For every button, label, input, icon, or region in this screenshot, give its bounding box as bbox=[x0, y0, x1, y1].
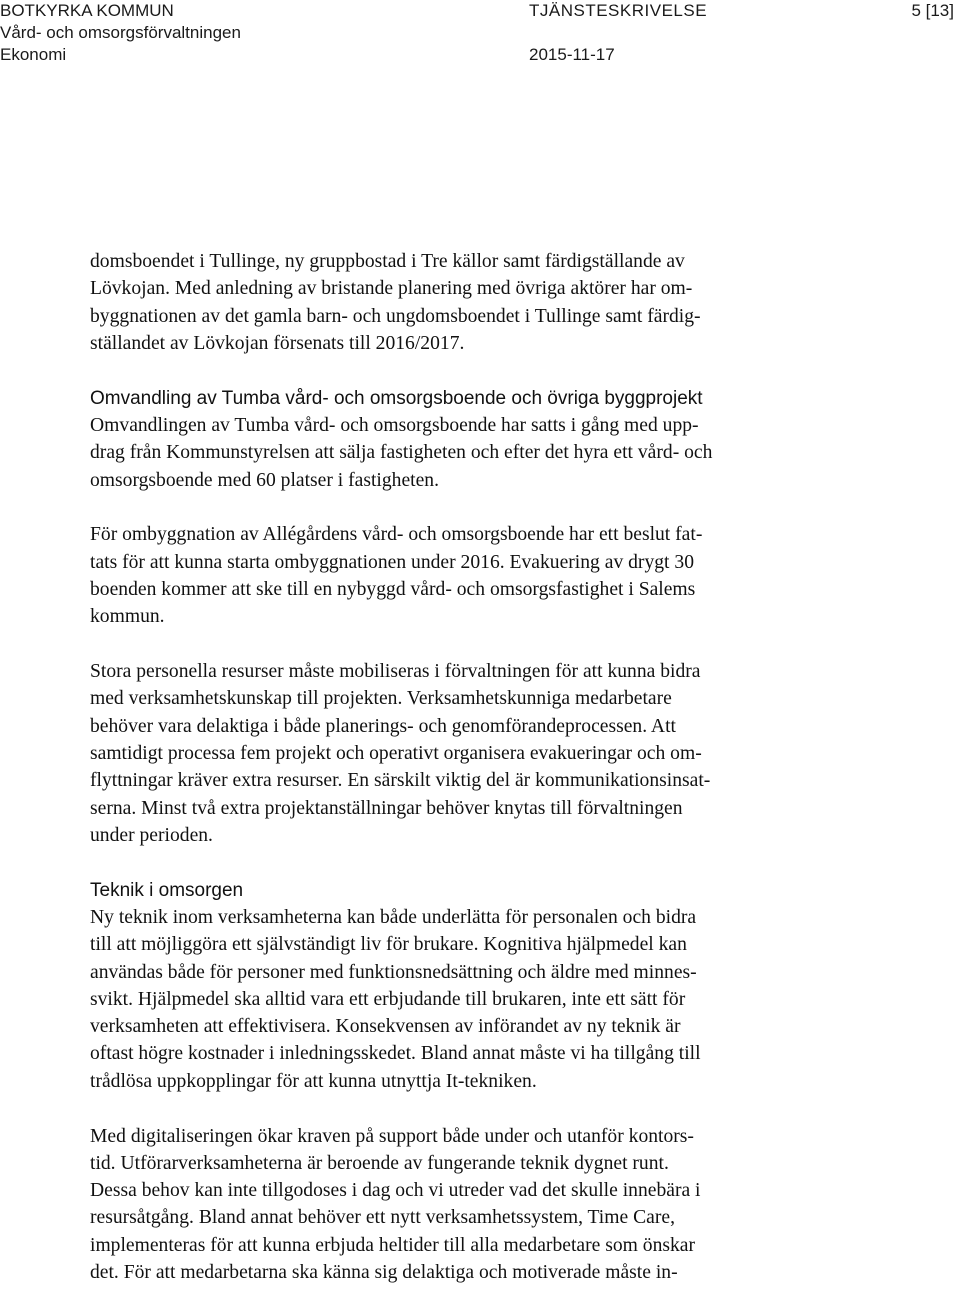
text-line: Omvandlingen av Tumba vård- och omsorgsboende har satts i gång med upp- bbox=[90, 414, 699, 436]
org-name: BOTKYRKA KOMMUN bbox=[0, 1, 174, 20]
text-line: kommun. bbox=[90, 606, 165, 628]
document-date: 2015-11-17 bbox=[529, 45, 615, 64]
text-line: samtidigt processa fem projekt och operativt organisera evakueringar och om- bbox=[90, 742, 702, 764]
text-line: tid. Utförarverksamheterna är beroende av fungerande teknik dygnet runt. bbox=[90, 1152, 669, 1174]
section-heading: Omvandling av Tumba vård- och omsorgsboende och övriga byggprojekt bbox=[90, 387, 703, 409]
document-type: TJÄNSTESKRIVELSE bbox=[529, 1, 708, 20]
text-line: Stora personella resurser måste mobiliseras i förvaltningen för att kunna bidra bbox=[90, 661, 701, 683]
text-line: serna. Minst två extra projektanställningar behöver knytas till förvaltningen bbox=[90, 797, 683, 819]
department-name: Vård- och omsorgsförvaltningen bbox=[0, 23, 241, 42]
section-gap bbox=[90, 357, 880, 385]
paragraph bbox=[90, 521, 880, 630]
paragraph bbox=[90, 1123, 880, 1287]
page-number: 5 [13] bbox=[911, 1, 954, 20]
paragraph-gap bbox=[90, 494, 880, 522]
paragraph bbox=[90, 658, 880, 849]
text-line: byggnationen av det gamla barn- och ungdomsboendet i Tullinge samt färdig- bbox=[90, 305, 701, 327]
section-gap bbox=[90, 849, 880, 877]
text-line: användas både för personer med funktionsnedsättning och äldre med minnes- bbox=[90, 961, 697, 983]
text-line: till att möjliggöra ett självständigt liv för brukare. Kognitiva hjälpmedel kan bbox=[90, 934, 687, 956]
text-line: ställandet av Lövkojan försenats till 2016/2017. bbox=[90, 332, 465, 354]
text-line: trådlösa uppkopplingar för att kunna utnyttja It-tekniken. bbox=[90, 1070, 537, 1092]
paragraph bbox=[90, 904, 880, 1095]
text-line: flyttningar kräver extra resurser. En särskilt viktig del är kommunikationsinsat- bbox=[90, 770, 711, 792]
text-line: behöver vara delaktiga i både planerings- och genomförandeprocessen. Att bbox=[90, 715, 676, 737]
text-line: under perioden. bbox=[90, 824, 213, 846]
text-line: drag från Kommunstyrelsen att sälja fastigheten och efter det hyra ett vård- och bbox=[90, 442, 713, 464]
text-line: resursåtgång. Bland annat behöver ett nytt verksamhetssystem, Time Care, bbox=[90, 1207, 675, 1229]
text-line: boenden kommer att ske till en nybyggd vård- och omsorgsfastighet i Salems bbox=[90, 578, 696, 600]
text-line: med verksamhetskunskap till projekten. Verksamhetskunniga medarbetare bbox=[90, 688, 672, 710]
text-line: svikt. Hjälpmedel ska alltid vara ett erbjudande till brukaren, inte ett sätt för bbox=[90, 988, 686, 1010]
text-line: tats för att kunna starta ombyggnationen under 2016. Evakuering av drygt 30 bbox=[90, 551, 694, 573]
paragraph-gap bbox=[90, 1095, 880, 1123]
paragraph-gap bbox=[90, 631, 880, 659]
paragraph bbox=[90, 412, 880, 494]
unit-name: Ekonomi bbox=[0, 45, 67, 64]
text-line: Ny teknik inom verksamheterna kan både underlätta för personalen och bidra bbox=[90, 906, 697, 928]
text-line: oftast högre kostnader i inledningsskedet. Bland annat måste vi ha tillgång till bbox=[90, 1043, 701, 1065]
section-heading: Teknik i omsorgen bbox=[90, 879, 244, 901]
text-line: det. För att medarbetarna ska känna sig delaktiga och motiverade måste in- bbox=[90, 1262, 678, 1283]
text-line: Lövkojan. Med anledning av bristande planering med övriga aktörer har om- bbox=[90, 278, 693, 300]
document-body bbox=[90, 248, 880, 1286]
text-line: verksamheten att effektivisera. Konsekvensen av införandet av ny teknik är bbox=[90, 1016, 681, 1038]
paragraph bbox=[90, 248, 880, 357]
text-line: domsboendet i Tullinge, ny gruppbostad i Tre källor samt färdigställande av bbox=[90, 251, 685, 272]
text-line: Dessa behov kan inte tillgodoses i dag och vi utreder vad det skulle innebära i bbox=[90, 1180, 701, 1202]
text-line: För ombyggnation av Allégårdens vård- och omsorgsboende har ett beslut fat- bbox=[90, 524, 703, 546]
text-line: implementeras för att kunna erbjuda heltider till alla medarbetare som önskar bbox=[90, 1234, 696, 1256]
text-line: Med digitaliseringen ökar kraven på support både under och utanför kontors- bbox=[90, 1125, 694, 1147]
text-line: omsorgsboende med 60 platser i fastigheten. bbox=[90, 469, 439, 491]
